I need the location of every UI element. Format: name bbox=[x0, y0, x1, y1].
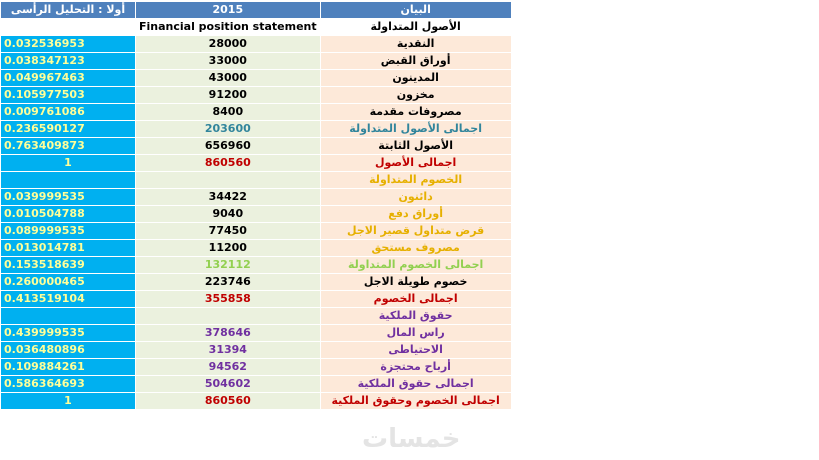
table-row bbox=[1, 325, 512, 342]
label-cell[interactable]: مصروفات مقدمة bbox=[320, 104, 511, 121]
table-row bbox=[1, 121, 512, 138]
ratio-cell[interactable]: 0.105977503 bbox=[1, 87, 136, 104]
label-cell[interactable]: المدينون bbox=[320, 70, 511, 87]
ratio-cell[interactable]: 1 bbox=[1, 155, 136, 172]
table-row bbox=[1, 104, 512, 121]
ratio-cell[interactable]: 1 bbox=[1, 393, 136, 410]
value-cell[interactable]: 9040 bbox=[136, 206, 321, 223]
table-row bbox=[1, 291, 512, 308]
table-row bbox=[1, 308, 512, 325]
table-row bbox=[1, 155, 512, 172]
ratio-cell[interactable]: 0.009761086 bbox=[1, 104, 136, 121]
ratio-cell[interactable]: 0.039999535 bbox=[1, 189, 136, 206]
label-cell[interactable]: أوراق دفع bbox=[320, 206, 511, 223]
label-cell[interactable]: الأصول الثابتة bbox=[320, 138, 511, 155]
label-cell[interactable]: اجمالى الخصوم وحقوق الملكية bbox=[320, 393, 511, 410]
label-cell[interactable]: دائنون bbox=[320, 189, 511, 206]
table-row bbox=[1, 342, 512, 359]
ratio-cell[interactable]: 0.089999535 bbox=[1, 223, 136, 240]
value-cell[interactable]: 31394 bbox=[136, 342, 321, 359]
value-cell[interactable]: 8400 bbox=[136, 104, 321, 121]
value-cell[interactable]: 94562 bbox=[136, 359, 321, 376]
value-cell[interactable]: 378646 bbox=[136, 325, 321, 342]
label-cell[interactable]: اجمالى الأصول المتداولة bbox=[320, 121, 511, 138]
table-row bbox=[1, 376, 512, 393]
value-cell[interactable]: 223746 bbox=[136, 274, 321, 291]
value-cell[interactable]: 91200 bbox=[136, 87, 321, 104]
value-cell[interactable]: 28000 bbox=[136, 36, 321, 53]
subheader-item[interactable]: الأصول المتداولة bbox=[320, 19, 511, 36]
header-item[interactable]: البيان bbox=[320, 2, 511, 19]
label-cell[interactable]: اجمالى الخصوم المتداولة bbox=[320, 257, 511, 274]
value-cell[interactable]: 860560 bbox=[136, 393, 321, 410]
ratio-cell[interactable]: 0.013014781 bbox=[1, 240, 136, 257]
table-row bbox=[1, 172, 512, 189]
label-cell[interactable]: اجمالى حقوق الملكية bbox=[320, 376, 511, 393]
value-cell[interactable] bbox=[136, 308, 321, 325]
table-row bbox=[1, 223, 512, 240]
ratio-cell[interactable]: 0.038347123 bbox=[1, 53, 136, 70]
ratio-cell[interactable]: 0.010504788 bbox=[1, 206, 136, 223]
ratio-cell[interactable]: 0.439999535 bbox=[1, 325, 136, 342]
label-cell[interactable]: حقوق الملكية bbox=[320, 308, 511, 325]
table-row bbox=[1, 138, 512, 155]
table-row bbox=[1, 189, 512, 206]
label-cell[interactable]: قرض متداول قصير الاجل bbox=[320, 223, 511, 240]
label-cell[interactable]: مخزون bbox=[320, 87, 511, 104]
value-cell[interactable]: 77450 bbox=[136, 223, 321, 240]
ratio-cell[interactable] bbox=[1, 172, 136, 189]
value-cell[interactable] bbox=[136, 172, 321, 189]
table-row bbox=[1, 240, 512, 257]
header-ratio[interactable]: أولا : التحليل الرأسى bbox=[1, 2, 136, 19]
header-year[interactable]: 2015 bbox=[136, 2, 321, 19]
subheader-statement[interactable]: Financial position statement bbox=[136, 19, 321, 36]
label-cell[interactable]: الخصوم المتداولة bbox=[320, 172, 511, 189]
table-row bbox=[1, 274, 512, 291]
table-row bbox=[1, 70, 512, 87]
ratio-cell[interactable]: 0.109884261 bbox=[1, 359, 136, 376]
value-cell[interactable]: 656960 bbox=[136, 138, 321, 155]
table-row bbox=[1, 36, 512, 53]
value-cell[interactable]: 203600 bbox=[136, 121, 321, 138]
ratio-cell[interactable]: 0.153518639 bbox=[1, 257, 136, 274]
label-cell[interactable]: اجمالى الأصول bbox=[320, 155, 511, 172]
value-cell[interactable]: 504602 bbox=[136, 376, 321, 393]
subheader-empty-cell[interactable] bbox=[1, 19, 136, 36]
ratio-cell[interactable]: 0.260000465 bbox=[1, 274, 136, 291]
table-row bbox=[1, 87, 512, 104]
label-cell[interactable]: أوراق القبض bbox=[320, 53, 511, 70]
watermark-logo: خمسات bbox=[362, 424, 461, 454]
ratio-cell[interactable]: 0.413519104 bbox=[1, 291, 136, 308]
table-row bbox=[1, 359, 512, 376]
value-cell[interactable]: 11200 bbox=[136, 240, 321, 257]
ratio-cell[interactable] bbox=[1, 308, 136, 325]
value-cell[interactable]: 132112 bbox=[136, 257, 321, 274]
label-cell[interactable]: مصروف مستحق bbox=[320, 240, 511, 257]
value-cell[interactable]: 34422 bbox=[136, 189, 321, 206]
header-row bbox=[1, 2, 512, 19]
value-cell[interactable]: 355858 bbox=[136, 291, 321, 308]
value-cell[interactable]: 860560 bbox=[136, 155, 321, 172]
ratio-cell[interactable]: 0.236590127 bbox=[1, 121, 136, 138]
subheader-row bbox=[1, 19, 512, 36]
ratio-cell[interactable]: 0.049967463 bbox=[1, 70, 136, 87]
table-row bbox=[1, 393, 512, 410]
ratio-cell[interactable]: 0.032536953 bbox=[1, 36, 136, 53]
table-row bbox=[1, 206, 512, 223]
financial-table bbox=[0, 1, 512, 410]
label-cell[interactable]: الاحتياطى bbox=[320, 342, 511, 359]
value-cell[interactable]: 33000 bbox=[136, 53, 321, 70]
table-row bbox=[1, 257, 512, 274]
label-cell[interactable]: اجمالى الخصوم bbox=[320, 291, 511, 308]
value-cell[interactable]: 43000 bbox=[136, 70, 321, 87]
ratio-cell[interactable]: 0.586364693 bbox=[1, 376, 136, 393]
table-row bbox=[1, 53, 512, 70]
ratio-cell[interactable]: 0.036480896 bbox=[1, 342, 136, 359]
label-cell[interactable]: راس المال bbox=[320, 325, 511, 342]
label-cell[interactable]: النقدية bbox=[320, 36, 511, 53]
ratio-cell[interactable]: 0.763409873 bbox=[1, 138, 136, 155]
label-cell[interactable]: أرباح محتجزة bbox=[320, 359, 511, 376]
label-cell[interactable]: خصوم طويلة الاجل bbox=[320, 274, 511, 291]
